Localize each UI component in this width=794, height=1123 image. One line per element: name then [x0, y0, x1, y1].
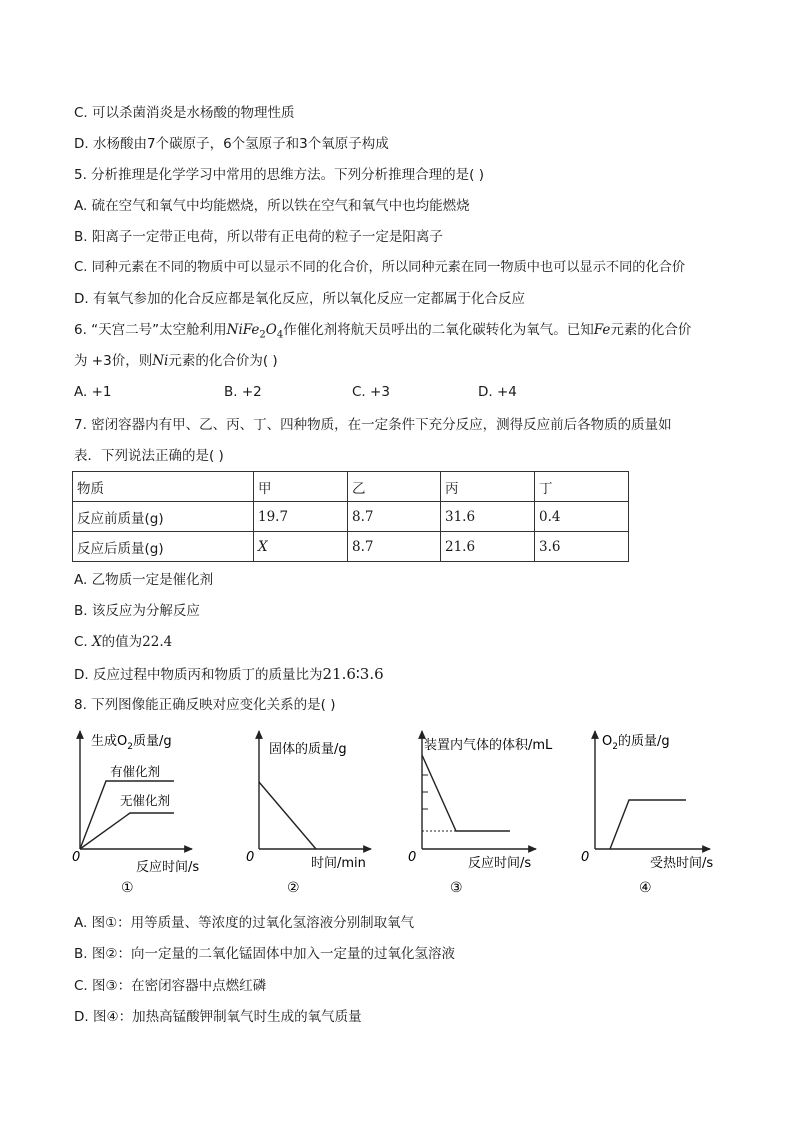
- q4-option-d: D. 水杨酸由7个碳原子，6个氢原子和3个氧原子构成: [74, 136, 389, 152]
- graph-1-label-catalyst: 有催化剂: [110, 764, 161, 779]
- table-row: [73, 532, 629, 562]
- q5-stem: 5. 分析推理是化学学习中常用的思维方法。下列分析推理合理的是( ): [74, 167, 484, 183]
- q6-option-b: B. +2: [224, 384, 262, 400]
- table-cell: 8.7: [348, 532, 441, 562]
- graph-4-oxygen-line: [610, 800, 686, 849]
- q5-option-b: B. 阳离子一定带正电荷，所以带有正电荷的粒子一定是阳离子: [74, 229, 443, 245]
- q6-text-part: 6. “天宫二号”太空舱利用: [74, 322, 227, 338]
- q6-stem-line1: [74, 321, 691, 345]
- q7c-text-part: C.: [74, 634, 93, 650]
- table-header-cell: 物质: [73, 472, 254, 502]
- q7c-value: 22.4: [142, 634, 173, 650]
- graph-3-xlabel: 反应时间/s: [468, 856, 532, 871]
- table-cell: 0.4: [535, 502, 629, 532]
- graph-2-xlabel: 时间/min: [311, 856, 366, 871]
- q7-option-a: A. 乙物质一定是催化剂: [74, 572, 214, 588]
- graph-3-id: ③: [450, 880, 463, 896]
- q5-option-a: A. 硫在空气和氧气中均能燃烧，所以铁在空气和氧气中也均能燃烧: [74, 198, 470, 214]
- graph-1-ylabel: 生成$O_2$质量/g: [91, 734, 172, 752]
- graph-1-id: ①: [121, 880, 134, 896]
- q4-option-c: C. 可以杀菌消炎是水杨酸的物理性质: [74, 105, 295, 121]
- table-header-cell: 丙: [441, 472, 535, 502]
- graph-1-xlabel: 反应时间/s: [136, 860, 200, 875]
- table-cell: 8.7: [348, 502, 441, 532]
- graph-2: [246, 731, 371, 896]
- graph-1-label-no-catalyst: 无催化剂: [120, 793, 171, 808]
- q8-option-c: C. 图③：在密闭容器中点燃红磷: [74, 978, 267, 994]
- table-cell: X: [254, 532, 348, 562]
- q5-option-d: D. 有氧气参加的化合反应都是氧化反应，所以氧化反应一定都属于化合反应: [74, 291, 525, 307]
- graph-4-id: ④: [639, 880, 652, 896]
- graph-3-volume-line: [422, 755, 510, 831]
- q8-stem: 8. 下列图像能正确反映对应变化关系的是( ): [74, 697, 336, 713]
- table-cell: 21.6: [441, 532, 535, 562]
- graph-4-xlabel: 受热时间/s: [650, 856, 714, 871]
- mass-table: [72, 471, 629, 562]
- table-header-row: [73, 472, 629, 502]
- q8-option-d: D. 图④：加热高锰酸钾制氧气时生成的氧气质量: [74, 1009, 362, 1025]
- table-header-cell: 丁: [535, 472, 629, 502]
- graph-4: [581, 731, 713, 896]
- q6-option-d: D. +4: [478, 384, 517, 400]
- q6-formula-sub-2: 2: [259, 329, 266, 341]
- q6-formula-o: O: [265, 322, 277, 338]
- table-cell: 3.6: [535, 532, 629, 562]
- graph-2-ylabel: 固体的质量/g: [269, 742, 347, 757]
- graph-2-id: ②: [287, 880, 300, 896]
- graph-3-ylabel: 装置内气体的体积/mL: [424, 738, 553, 753]
- graph-2-origin: 0: [246, 850, 255, 865]
- table-header-cell: 甲: [254, 472, 348, 502]
- q6-symbol-fe: Fe: [593, 322, 611, 338]
- q8-option-a: A. 图①：用等质量、等浓度的过氧化氢溶液分别制取氧气: [74, 915, 415, 931]
- table-cell: 19.7: [254, 502, 348, 532]
- q7-stem-line1: 7. 密闭容器内有甲、乙、丙、丁、四种物质，在一定条件下充分反应，测得反应前后各物质的质量如: [74, 417, 672, 433]
- table-header-cell: 乙: [348, 472, 441, 502]
- q6-stem-line2: [74, 352, 278, 370]
- q6-text-part: 元素的化合价: [610, 322, 692, 338]
- table-cell: 反应前质量(g): [73, 502, 254, 532]
- q7d-ratio: 21.6∶3.6: [322, 665, 384, 683]
- graph-1-origin: 0: [72, 850, 81, 865]
- q7-option-c: [74, 633, 172, 651]
- q8-option-b: B. 图②：向一定量的二氧化锰固体中加入一定量的过氧化氢溶液: [74, 946, 455, 962]
- graph-1-no-catalyst-line: [80, 813, 174, 849]
- q5-option-c: C. 同种元素在不同的物质中可以显示不同的化合价，所以同种元素在同一物质中也可以显示不同的化合价: [74, 260, 686, 275]
- q6-symbol-ni: Ni: [152, 353, 169, 369]
- graph-3: [408, 731, 553, 896]
- q7-option-b: B. 该反应为分解反应: [74, 603, 200, 619]
- q8-graphs: [60, 725, 740, 897]
- graph-4-origin: 0: [581, 850, 590, 865]
- q6-formula-nife: NiFe: [226, 322, 260, 338]
- q6-text-part: 作催化剂将航天员呼出的二氧化碳转化为氧气。已知: [283, 322, 594, 338]
- table-cell: 31.6: [441, 502, 535, 532]
- q7-stem-line2: 表．下列说法正确的是( ): [74, 448, 224, 464]
- q6-options: [74, 384, 634, 402]
- q7-option-d: [74, 665, 384, 684]
- graph-3-origin: 0: [408, 850, 417, 865]
- table-row: [73, 502, 629, 532]
- q6-option-a: A. +1: [74, 384, 112, 400]
- graph-4-ylabel: $O_2$的质量/g: [602, 734, 670, 752]
- q7d-text-part: D. 反应过程中物质丙和物质丁的质量比为: [74, 667, 323, 683]
- q6-option-c: C. +3: [352, 384, 390, 400]
- graph-2-solid-mass-line: [259, 782, 316, 849]
- q6-text-part: 为 +3价，则: [74, 353, 153, 369]
- q6-text-part: 元素的化合价为( ): [168, 353, 278, 369]
- table-cell: 反应后质量(g): [73, 532, 254, 562]
- q7c-text-part: 的值为: [101, 634, 143, 650]
- q6-formula-sub-4: 4: [276, 329, 284, 341]
- graph-1: [72, 731, 199, 896]
- q7c-symbol-x: X: [92, 634, 102, 650]
